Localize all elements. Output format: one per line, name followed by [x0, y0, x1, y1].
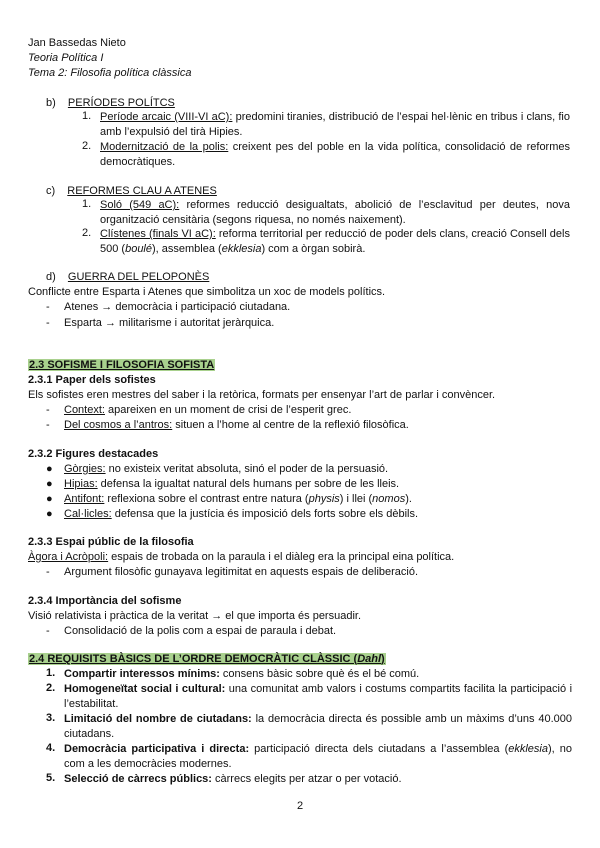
list-item-number: 1. — [46, 667, 56, 679]
item-text: participació directa dels ciutadans a l’assemblea ( — [249, 743, 509, 755]
dash-marker: - — [46, 404, 50, 416]
author-name: Jan Bassedas Nieto — [28, 37, 126, 49]
dash-marker: - — [46, 566, 50, 578]
list-item — [64, 742, 572, 771]
item-text: càrrecs elegits per atzar o per votació. — [211, 773, 402, 785]
item-term: Compartir interessos mínims: — [64, 668, 220, 680]
bullet-marker: ● — [46, 478, 53, 490]
list-item-number: 2. — [82, 227, 92, 239]
bullet-marker: ● — [46, 463, 53, 475]
dash-marker: - — [46, 625, 50, 637]
section-d-intro: Conflicte entre Esparta i Atenes que simbolitza un xoc de models polítics. — [28, 286, 386, 298]
section-2-3-heading — [28, 358, 215, 372]
heading-text: 2.4 REQUISITS BÀSICS DE L’ORDRE DEMOCRÀTIC CLÀSSIC ( — [29, 653, 358, 665]
dash-marker: - — [46, 419, 50, 431]
list-item-number: 2. — [82, 140, 92, 152]
item-term: Gòrgies: — [64, 463, 106, 475]
section-c-marker: c) — [46, 185, 56, 197]
item-text: ) com a òrgan sobirà. — [261, 242, 366, 255]
item-text: no existeix veritat absoluta, sinó el poder de la persuasió. — [105, 463, 389, 475]
item-text: reflexiona sobre el contrast entre natura ( — [104, 493, 309, 505]
heading-italic: Dahl — [357, 653, 382, 665]
item-text: defensa la igualtat natural dels humans per sobre de les lleis. — [97, 478, 400, 490]
item-term: Antifont: — [64, 493, 105, 505]
item-text: ), no com a les democràcies modernes. — [64, 743, 572, 770]
list-item — [46, 477, 399, 491]
item-term: Democràcia participativa i directa: — [64, 743, 250, 755]
item-text: Argument filosòfic gunayava legitimitat en aquests espais de deliberació. — [64, 566, 419, 578]
item-text: apareixen en un moment de crisi de l’esperit grec. — [104, 404, 352, 416]
list-item — [46, 462, 388, 476]
item-text: reforma territorial per reducció de poder dels clans, creació Consell dels 500 ( — [100, 228, 570, 255]
subsection-2-3-3-intro — [28, 550, 454, 564]
section-2-4-title — [28, 653, 386, 665]
list-item — [100, 198, 570, 227]
list-item-number: 3. — [46, 712, 56, 724]
item-text: ). — [405, 493, 412, 505]
dash-marker: - — [46, 317, 50, 329]
section-c-title: REFORMES CLAU A ATENES — [67, 185, 217, 197]
subsection-2-3-4-intro: Visió relativista i pràctica de la veritat → el que importa és persuadir. — [28, 610, 362, 622]
section-c-heading — [46, 184, 217, 198]
subsection-2-3-2-title: 2.3.2 Figures destacades — [28, 448, 159, 460]
item-term: Homogeneïtat social i cultural: — [64, 683, 226, 695]
item-text: ), assemblea ( — [152, 242, 222, 255]
item-italic: boulé — [125, 242, 152, 255]
list-item-number: 4. — [46, 742, 56, 754]
list-item — [46, 624, 336, 638]
item-text: Atenes → democràcia i participació ciutadana. — [64, 301, 291, 313]
list-item — [46, 403, 351, 417]
list-item — [46, 418, 409, 432]
item-text: ) i llei ( — [339, 493, 373, 505]
list-item — [64, 712, 572, 741]
item-term: Clístenes (finals VI aC): — [100, 228, 216, 240]
item-term: Soló (549 aC): — [100, 199, 180, 211]
list-item — [64, 772, 572, 787]
subsection-2-3-3-title: 2.3.3 Espai públic de la filosofia — [28, 536, 194, 548]
item-text: predomini tiranies, distribució de l’espai hel·lènic en tribus i clans, fio amb l’expulsió del tirà Hipies. — [100, 111, 570, 138]
item-term: Limitació del nombre de ciutadans: — [64, 713, 252, 725]
dash-marker: - — [46, 301, 50, 313]
item-text: la democràcia directa és possible amb un màxims d’uns 40.000 ciutadans. — [64, 713, 573, 740]
item-italic: physis — [308, 493, 340, 505]
section-b-marker: b) — [46, 97, 56, 109]
item-term: Àgora i Acròpoli: — [28, 551, 109, 563]
list-item-number: 1. — [82, 110, 92, 122]
heading-text: ) — [381, 653, 385, 665]
item-term: Selecció de càrrecs públics: — [64, 773, 212, 785]
item-text: Esparta → militarisme i autoritat jeràrquica. — [64, 317, 275, 329]
list-item — [46, 507, 418, 521]
item-text: reformes reducció desigualtats, abolició de l’esclavitud per deutes, nova organització censitària (segons riquesa, no només naixement). — [100, 199, 570, 226]
list-item — [100, 110, 570, 139]
bullet-marker: ● — [46, 508, 53, 520]
bullet-marker: ● — [46, 493, 53, 505]
list-item — [46, 492, 412, 506]
section-d-heading — [46, 270, 209, 284]
page-number: 2 — [296, 800, 304, 812]
subsection-2-3-1-title: 2.3.1 Paper dels sofistes — [28, 374, 156, 386]
item-term: Hipias: — [64, 478, 98, 490]
list-item — [46, 565, 418, 579]
list-item — [64, 682, 572, 711]
list-item — [46, 300, 290, 314]
page-header — [28, 36, 191, 81]
list-item — [100, 140, 570, 169]
topic-title: Tema 2: Filosofia política clàssica — [28, 67, 192, 79]
list-item — [64, 667, 572, 682]
item-term: Del cosmos a l’antros: — [64, 419, 173, 431]
item-italic: nomos — [372, 493, 406, 505]
subsection-2-3-1-intro: Els sofistes eren mestres del saber i la retòrica, formats per ensenyar l’art de parlar i convèncer. — [28, 389, 496, 401]
item-text: creixent pes del poble en la vida política, consolidació de reformes democràtiques. — [100, 141, 570, 168]
item-term: Context: — [64, 404, 105, 416]
item-term: Període arcaic (VIII-VI aC): — [100, 111, 233, 123]
list-item-number: 1. — [82, 198, 92, 210]
item-text: una comunitat amb valors i costums compartits facilita la participació i l’estabilitat. — [64, 683, 573, 710]
item-italic: ekklesia — [221, 242, 262, 255]
item-term: Cal·licles: — [64, 508, 112, 520]
item-text: Consolidació de la polis com a espai de paraula i debat. — [64, 625, 337, 637]
section-d-marker: d) — [46, 271, 56, 283]
section-2-4-heading — [28, 652, 386, 666]
section-b-heading — [46, 96, 175, 110]
item-text: espais de trobada on la paraula i el diàleg era la principal eina política. — [108, 551, 455, 563]
section-b-title: PERÍODES POLÍTCS — [67, 97, 175, 109]
section-d-title: GUERRA DEL PELOPONÈS — [67, 271, 210, 283]
item-text: situen a l’home al centre de la reflexió filosòfica. — [172, 419, 409, 431]
list-item-number: 5. — [46, 772, 56, 784]
section-2-3-title: 2.3 SOFISME I FILOSOFIA SOFISTA — [29, 359, 215, 371]
item-text: defensa que la justícia és imposició dels forts sobre els dèbils. — [111, 508, 419, 520]
subsection-2-3-4-title: 2.3.4 Importància del sofisme — [28, 595, 182, 607]
list-item — [100, 227, 570, 256]
list-item-number: 2. — [46, 682, 56, 694]
list-item — [46, 316, 274, 330]
item-italic: ekklesia — [508, 743, 548, 755]
item-term: Modernització de la polis: — [100, 141, 229, 153]
item-text: consens bàsic sobre què és el bé comú. — [219, 668, 420, 680]
course-name: Teoria Política I — [28, 52, 104, 64]
